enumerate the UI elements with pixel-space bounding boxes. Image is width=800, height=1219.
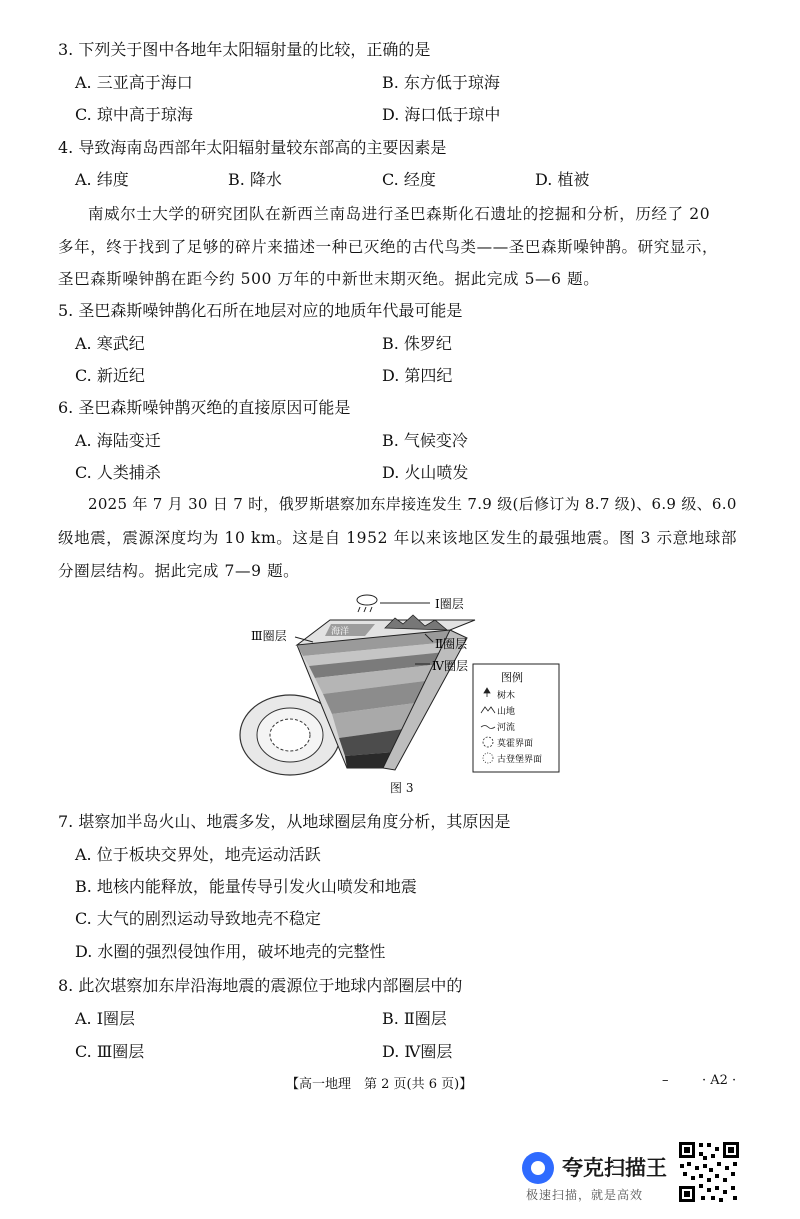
passage-1-line: 圣巴森斯噪钟鹊在距今约 500 万年的中新世末期灭绝。据此完成 5—6 题。 — [58, 270, 600, 288]
qr-code-icon — [677, 1140, 741, 1204]
question-3-option-b: B. 东方低于琼海 — [382, 73, 500, 92]
question-4-option-d: D. 植被 — [535, 170, 590, 189]
question-6-option-a: A. 海陆变迁 — [75, 431, 161, 450]
question-5-option-b: B. 侏罗纪 — [382, 334, 452, 353]
passage-2-line: 级地震，震源深度均为 10 km。这是自 1952 年以来该地区发生的最强地震。图 3 示意地球部 — [58, 529, 738, 547]
layer-3-label: Ⅲ圈层 — [251, 629, 287, 643]
question-5-option-a: A. 寒武纪 — [75, 334, 145, 353]
page-code: · A2 · — [702, 1073, 737, 1088]
legend-item: 古登堡界面 — [497, 755, 543, 765]
legend-title: 图例 — [501, 671, 523, 684]
question-5-stem: 5. 圣巴森斯噪钟鹊化石所在地层对应的地质年代最可能是 — [58, 301, 463, 320]
question-4-option-b: B. 降水 — [228, 170, 282, 189]
question-6-option-d: D. 火山喷发 — [382, 463, 469, 482]
question-8-option-d: D. Ⅳ圈层 — [382, 1042, 453, 1061]
layer-2-label: Ⅱ圈层 — [435, 637, 468, 651]
question-3-option-d: D. 海口低于琼中 — [382, 105, 501, 124]
question-7-option-a: A. 位于板块交界处，地壳运动活跃 — [75, 845, 321, 864]
cloud-icon — [357, 595, 377, 612]
question-8-option-b: B. Ⅱ圈层 — [382, 1009, 447, 1028]
question-8-option-c: C. Ⅲ圈层 — [75, 1042, 145, 1061]
passage-1-line: 多年，终于找到了足够的碎片来描述一种已灭绝的古代鸟类——圣巴森斯噪钟鹊。研究显示， — [58, 238, 719, 256]
question-7-option-c: C. 大气的剧烈运动导致地壳不稳定 — [75, 909, 321, 928]
question-7-option-b: B. 地核内能释放，能量传导引发火山喷发和地震 — [75, 877, 417, 896]
page-footer: 【高一地理 第 2 页(共 6 页)】 — [286, 1077, 473, 1092]
question-6-option-b: B. 气候变冷 — [382, 431, 468, 450]
question-3-option-c: C. 琼中高于琼海 — [75, 105, 193, 124]
question-5-option-d: D. 第四纪 — [382, 366, 453, 385]
passage-2-line: 2025 年 7 月 30 日 7 时，俄罗斯堪察加东岸接连发生 7.9 级(后修订为 8.7 级)、6.9 级、6.0 — [88, 495, 737, 513]
legend-item: 树木 — [497, 691, 516, 701]
layer-4-label: Ⅳ圈层 — [432, 659, 468, 673]
scanner-watermark — [522, 1148, 682, 1208]
legend-item: 山地 — [497, 707, 516, 717]
question-6-option-c: C. 人类捕杀 — [75, 463, 161, 482]
question-6-stem: 6. 圣巴森斯噪钟鹊灭绝的直接原因可能是 — [58, 398, 351, 417]
legend-item: 莫霍界面 — [497, 739, 534, 749]
question-8-option-a: A. Ⅰ圈层 — [75, 1009, 136, 1028]
figure-caption: 图 3 — [390, 781, 414, 795]
figure-legend — [473, 664, 559, 772]
question-3-stem: 3. 下列关于图中各地年太阳辐射量的比较，正确的是 — [58, 40, 431, 59]
earth-layers-diagram — [235, 590, 565, 780]
layer-1-label: Ⅰ圈层 — [435, 597, 464, 611]
question-4-option-c: C. 经度 — [382, 170, 436, 189]
question-5-option-c: C. 新近纪 — [75, 366, 145, 385]
footer-dash: – — [662, 1073, 669, 1088]
scanner-tagline: 极速扫描，就是高效 — [526, 1188, 644, 1202]
scanner-logo-icon — [522, 1152, 554, 1184]
passage-1-line: 南威尔士大学的研究团队在新西兰南岛进行圣巴森斯化石遗址的挖掘和分析，历经了 20 — [88, 205, 711, 223]
question-3-option-a: A. 三亚高于海口 — [75, 73, 193, 92]
question-8-stem: 8. 此次堪察加东岸沿海地震的震源位于地球内部圈层中的 — [58, 976, 463, 995]
question-7-stem: 7. 堪察加半岛火山、地震多发，从地球圈层角度分析，其原因是 — [58, 812, 511, 831]
ocean-label: 海洋 — [331, 627, 350, 637]
passage-2-line: 分圈层结构。据此完成 7—9 题。 — [58, 562, 300, 580]
earth-layers-figure — [235, 590, 565, 780]
question-4-stem: 4. 导致海南岛西部年太阳辐射量较东部高的主要因素是 — [58, 138, 447, 157]
legend-item: 河流 — [497, 723, 516, 733]
scanner-brand-name: 夸克扫描王 — [562, 1156, 667, 1180]
question-7-option-d: D. 水圈的强烈侵蚀作用，破坏地壳的完整性 — [75, 942, 386, 961]
question-4-option-a: A. 纬度 — [75, 170, 129, 189]
